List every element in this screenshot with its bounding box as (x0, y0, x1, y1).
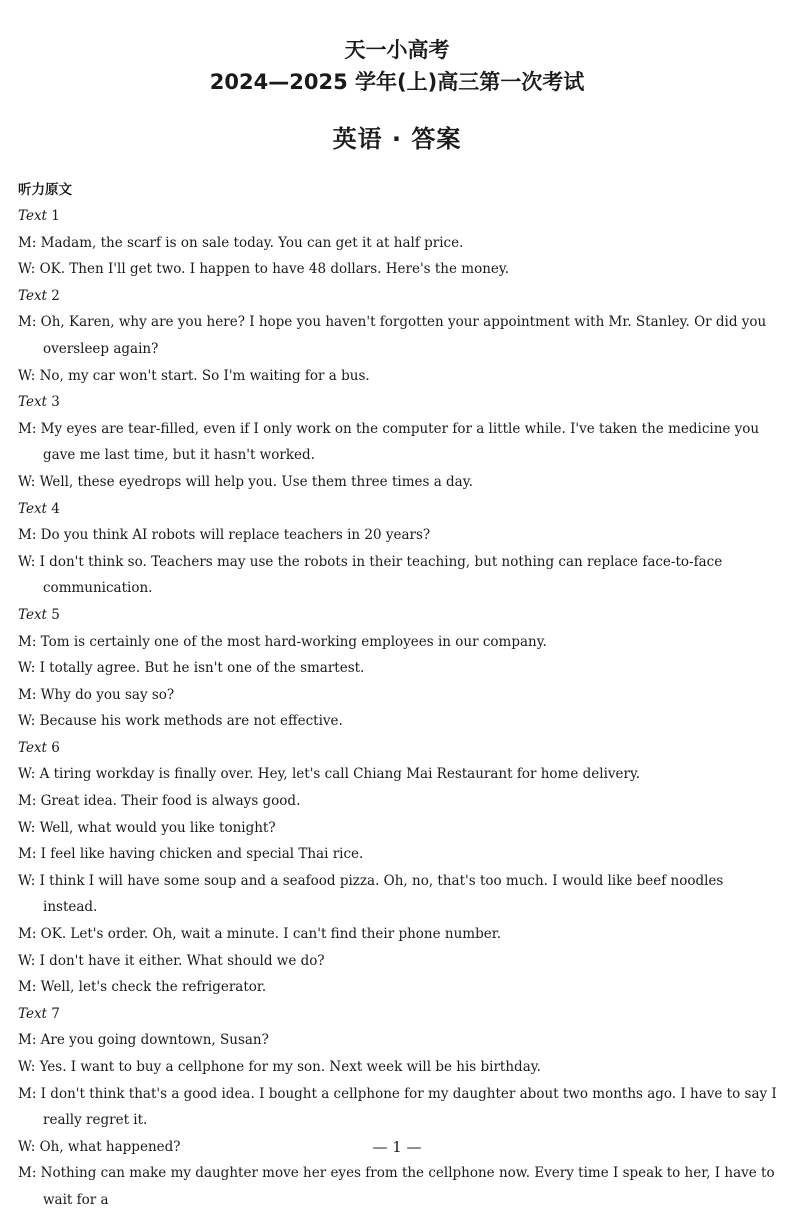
text-label-word: Text (18, 739, 47, 756)
speaker-label: M: (18, 926, 37, 943)
speaker-label: M: (18, 527, 37, 544)
speaker-label: W: (18, 261, 36, 278)
dialogue-line (18, 522, 780, 549)
text-label-word: Text (18, 208, 47, 224)
dialogue-line (18, 948, 780, 975)
speaker-label: W: (18, 1059, 36, 1075)
text-label-number: 3 (51, 394, 60, 411)
dialogue-text: Oh, Karen, why are you here? I hope you haven't forgotten your appointment with Mr. Stanley. Or did you oversleep again? (40, 314, 767, 357)
text-label (18, 496, 780, 523)
dialogue-line (18, 682, 780, 709)
dialogue-text: OK. Then I'll get two. I happen to have 48 dollars. Here's the money. (39, 261, 510, 278)
speaker-label: W: (18, 872, 36, 889)
dialogue-text: Yes. I want to buy a cellphone for my son. Next week will be his birthday. (39, 1059, 541, 1075)
dialogue-text: Well, what would you like tonight? (39, 819, 276, 836)
text-label (18, 602, 780, 629)
speaker-label: W: (18, 713, 36, 730)
dialogue-line (18, 761, 780, 788)
text-label (18, 283, 780, 310)
dialogue-text: Nothing can make my daughter move her eyes from the cellphone now. Every time I speak to her, I have to wait for a (40, 1165, 775, 1208)
text-label-word: Text (18, 1005, 47, 1022)
dialogue-text: I don't think that's a good idea. I bought a cellphone for my daughter about two months ago. I have to say I really regret it. (40, 1085, 777, 1129)
dialogue-line (18, 655, 780, 682)
dialogue-line (18, 1081, 780, 1134)
speaker-label: W: (18, 367, 36, 384)
dialogue-text: Madam, the scarf is on sale today. You can get it at half price. (40, 234, 464, 251)
speaker-label: W: (18, 553, 36, 570)
dialogue-line (18, 309, 780, 362)
section-heading: 听力原文 (18, 182, 72, 198)
speaker-label: W: (18, 473, 36, 490)
speaker-label: W: (18, 660, 36, 677)
speaker-label: M: (18, 793, 37, 810)
text-label-number: 6 (51, 739, 60, 756)
text-label-word: Text (18, 500, 47, 517)
dialogue-text: A tiring workday is finally over. Hey, let's call Chiang Mai Restaurant for home delivery. (39, 766, 641, 783)
text-label-number: 2 (51, 287, 60, 304)
speaker-label: M: (18, 633, 37, 650)
speaker-label: W: (18, 819, 36, 836)
text-label (18, 1001, 780, 1028)
speaker-label: M: (18, 979, 37, 996)
text-label-word: Text (18, 606, 47, 623)
text-label-number: 7 (51, 1005, 60, 1022)
speaker-label: M: (18, 1165, 37, 1182)
page-title-line3: 英语 · 答案 (332, 125, 462, 153)
dialogue-text: I don't think so. Teachers may use the robots in their teaching, but nothing can replace face-to-face communication. (39, 553, 723, 597)
dialogue-text: I don't have it either. What should we do? (39, 952, 325, 969)
speaker-label: M: (18, 234, 37, 251)
page-title-line2: 2024—2025 学年(上)高三第一次考试 (209, 70, 585, 94)
dialogue-line (18, 256, 780, 283)
speaker-label: W: (18, 766, 36, 783)
dialogue-text: I feel like having chicken and special Thai rice. (40, 846, 364, 863)
dialogue-line (18, 841, 780, 868)
speaker-label: M: (18, 314, 37, 331)
dialogue-text: Well, let's check the refrigerator. (40, 979, 267, 996)
speaker-label: M: (18, 686, 37, 703)
dialogue-line (18, 363, 780, 390)
dialogue-text: Great idea. Their food is always good. (40, 793, 301, 810)
dialogue-line (18, 868, 780, 921)
dialogue-text: OK. Let's order. Oh, wait a minute. I can't find their phone number. (40, 926, 501, 943)
dialogue-text: Why do you say so? (40, 686, 175, 703)
dialogue-line (18, 974, 780, 1001)
dialogue-text: Well, these eyedrops will help you. Use them three times a day. (39, 473, 473, 490)
dialogue-line (18, 629, 780, 656)
text-label (18, 735, 780, 762)
dialogue-text: Do you think AI robots will replace teachers in 20 years? (40, 527, 431, 544)
text-label-number: 5 (51, 606, 60, 623)
dialogue-line (18, 1054, 780, 1081)
page-title-line1: 天一小高考 (344, 38, 450, 62)
transcript-body (18, 203, 780, 1214)
text-label-word: Text (18, 287, 47, 304)
speaker-label: W: (18, 1138, 36, 1155)
dialogue-line (18, 788, 780, 815)
dialogue-text: I totally agree. But he isn't one of the smartest. (39, 660, 365, 677)
speaker-label: M: (18, 1085, 37, 1102)
dialogue-line (18, 1027, 780, 1054)
text-label-number: 1 (51, 208, 60, 224)
dialogue-line (18, 469, 780, 496)
dialogue-line (18, 921, 780, 948)
dialogue-text: My eyes are tear-filled, even if I only work on the computer for a little while. I've taken the medicine you gave me last time, but it hasn't worked. (40, 420, 760, 464)
dialogue-text: Oh, what happened? (39, 1138, 181, 1155)
speaker-label: M: (18, 1032, 37, 1049)
text-label-number: 4 (51, 500, 60, 517)
dialogue-line (18, 549, 780, 602)
speaker-label: M: (18, 420, 37, 437)
dialogue-text: Are you going downtown, Susan? (40, 1032, 269, 1049)
dialogue-text: No, my car won't start. So I'm waiting for a bus. (39, 367, 370, 384)
speaker-label: M: (18, 846, 37, 863)
dialogue-line (18, 708, 780, 735)
dialogue-text: Because his work methods are not effective. (39, 713, 343, 730)
dialogue-text: I think I will have some soup and a seafood pizza. Oh, no, that's too much. I would like beef noodles instead. (39, 872, 724, 916)
text-label-word: Text (18, 394, 47, 411)
text-label (18, 389, 780, 416)
dialogue-line (18, 815, 780, 842)
speaker-label: W: (18, 952, 36, 969)
dialogue-line (18, 1160, 780, 1213)
dialogue-line (18, 230, 780, 257)
page-number: — 1 — (372, 1138, 422, 1156)
dialogue-line (18, 416, 780, 469)
text-label (18, 203, 780, 230)
dialogue-text: Tom is certainly one of the most hard-working employees in our company. (40, 633, 547, 650)
